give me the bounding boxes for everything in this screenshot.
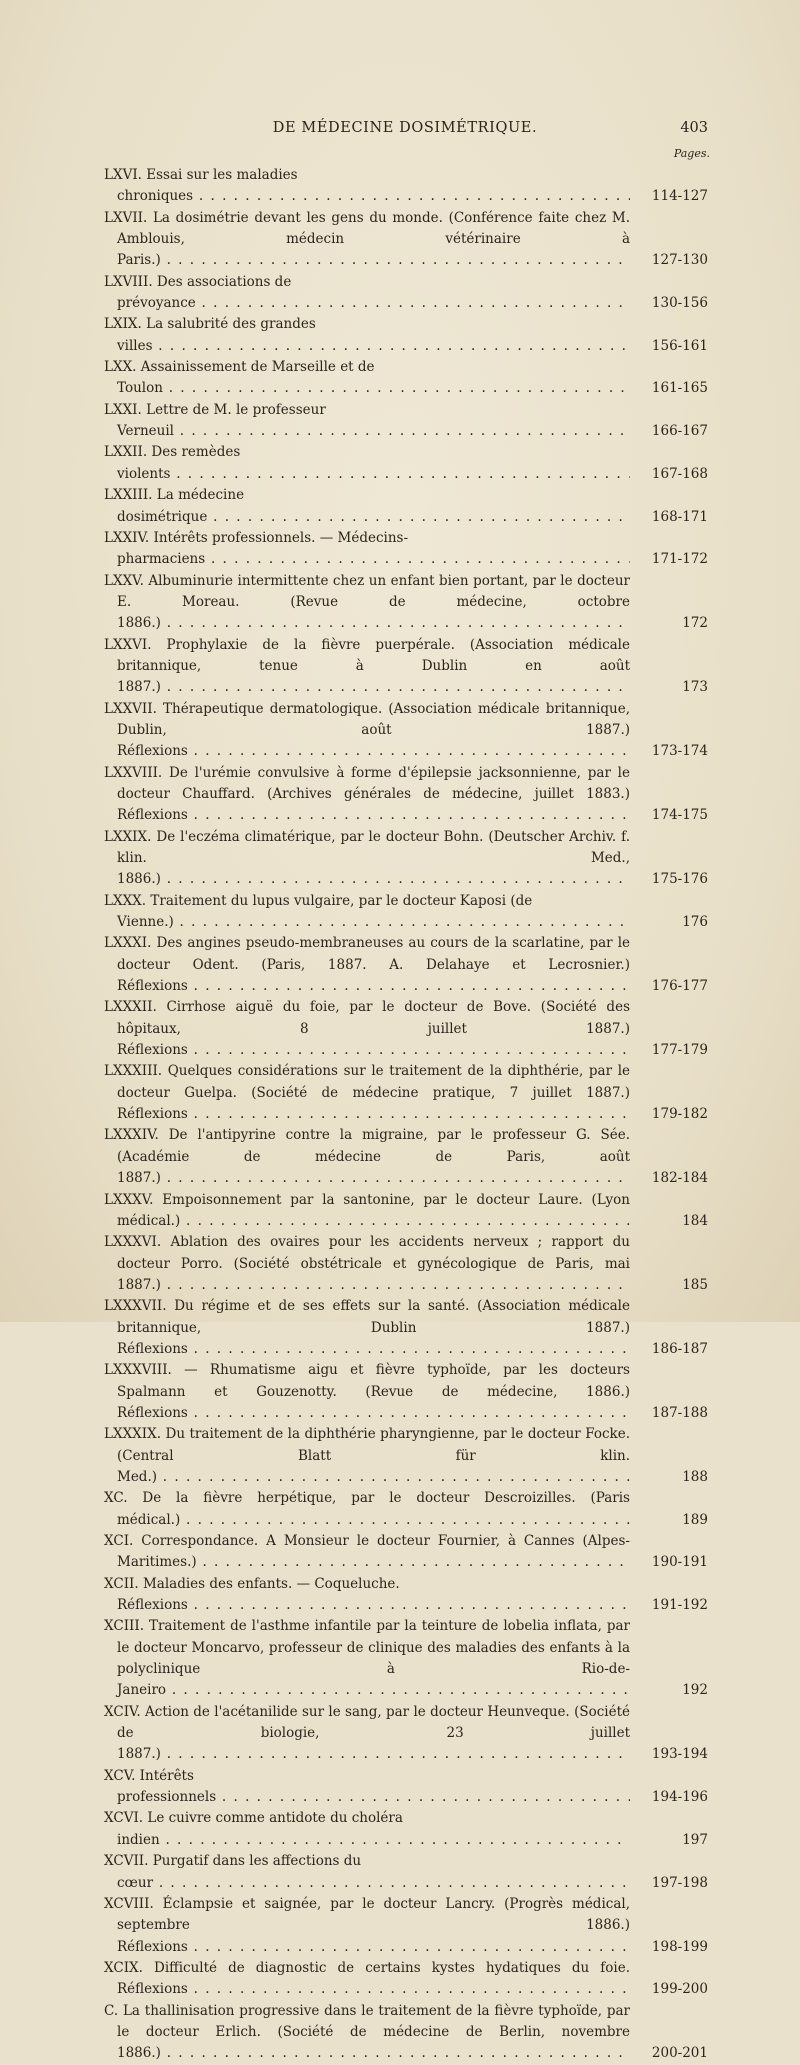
toc-entry-pages: 177-179 bbox=[651, 1042, 708, 1059]
pages-column-label: Pages. bbox=[673, 147, 710, 160]
table-of-contents bbox=[104, 165, 710, 2065]
toc-entry-title: LXVIII. Des associations de prévoyance . . . bbox=[104, 272, 630, 315]
toc-entry-title: XCII. Maladies des enfants. — Coqueluche. Réflexions . . . bbox=[104, 1574, 630, 1617]
toc-entry-title: LXXIV. Intérêts professionnels. — Médecins-pharmaciens . . . bbox=[104, 528, 630, 571]
toc-entry-title: XCIV. Action de l'acétanilide sur le sang, par le docteur Heunveque. (Société de biologie, 23 juillet 1887.) . . . bbox=[104, 1702, 630, 1766]
toc-entry-title: LXXXVIII. — Rhumatisme aigu et fièvre typhoïde, par les docteurs Spalmann et Gouzenotty. (Revue de médecine, 1886.) Réflexions . . . bbox=[104, 1360, 630, 1424]
toc-entry-pages: 114-127 bbox=[651, 188, 708, 205]
toc-entry-title: LXXXII. Cirrhose aiguë du foie, par le docteur de Bove. (Société des hôpitaux, 8 juillet 1887.) Réflexions . . . bbox=[104, 997, 630, 1061]
toc-entry-pages: 187-188 bbox=[651, 1404, 708, 1421]
page-number: 403 bbox=[680, 120, 708, 136]
toc-entry-pages: 156-161 bbox=[651, 337, 708, 354]
toc-entry-pages: 127-130 bbox=[651, 252, 708, 269]
toc-entry-pages: 173 bbox=[682, 679, 708, 696]
toc-entry bbox=[104, 1296, 710, 1360]
running-header bbox=[100, 120, 710, 140]
toc-entry bbox=[104, 827, 710, 891]
toc-entry bbox=[104, 1190, 710, 1233]
toc-entry-pages: 168-171 bbox=[651, 508, 708, 525]
toc-entry-title: LXIX. La salubrité des grandes villes . . . bbox=[104, 314, 630, 357]
toc-entry bbox=[104, 699, 710, 763]
toc-entry-pages: 198-199 bbox=[651, 1938, 708, 1955]
toc-entry bbox=[104, 357, 710, 400]
toc-entry-title: XCVIII. Éclampsie et saignée, par le docteur Lancry. (Progrès médical, septembre 1886.) Réflexions . . . bbox=[104, 1894, 630, 1958]
toc-entry-pages: 186-187 bbox=[651, 1340, 708, 1357]
toc-entry-title: LXVII. La dosimétrie devant les gens du monde. (Conférence faite chez M. Amblouis, médecin vétérinaire à Paris.) . . . bbox=[104, 208, 630, 272]
toc-entry bbox=[104, 891, 710, 934]
toc-entry-title: LXXV. Albuminurie intermittente chez un enfant bien portant, par le docteur E. Moreau. (Revue de médecine, octobre 1886.) . . . bbox=[104, 571, 630, 635]
toc-entry bbox=[104, 165, 710, 208]
toc-entry-title: LXXVIII. De l'urémie convulsive à forme d'épilepsie jacksonnienne, par le docteur Chauffard. (Archives générales de médecine, juillet 1883.) Réflexions . . . bbox=[104, 763, 630, 827]
toc-entry bbox=[104, 1232, 710, 1296]
toc-entry bbox=[104, 2001, 710, 2065]
toc-entry-title: XCI. Correspondance. A Monsieur le docteur Fournier, à Cannes (Alpes-Maritimes.) . . . bbox=[104, 1531, 630, 1574]
toc-entry-title: LXXXVI. Ablation des ovaires pour les accidents nerveux ; rapport du docteur Porro. (Société obstétricale et gynécologique de Paris, mai 1887.) . . . bbox=[104, 1232, 630, 1296]
toc-entry-pages: 182-184 bbox=[651, 1170, 708, 1187]
toc-entry-title: LXXVI. Prophylaxie de la fièvre puerpérale. (Association médicale britannique, tenue à Dublin en août 1887.) . . . bbox=[104, 635, 630, 699]
toc-entry bbox=[104, 1125, 710, 1189]
toc-entry bbox=[104, 1702, 710, 1766]
toc-entry-pages: 197 bbox=[682, 1831, 708, 1848]
toc-entry-pages: 175-176 bbox=[651, 871, 708, 888]
toc-entry-title: LXXXIX. Du traitement de la diphthérie pharyngienne, par le docteur Focke. (Central Blatt für klin. Med.) . . . bbox=[104, 1424, 630, 1488]
toc-entry-pages: 171-172 bbox=[651, 551, 708, 568]
toc-entry-pages: 173-174 bbox=[651, 743, 708, 760]
toc-entry bbox=[104, 208, 710, 272]
toc-entry bbox=[104, 272, 710, 315]
toc-entry bbox=[104, 442, 710, 485]
toc-entry bbox=[104, 400, 710, 443]
toc-entry-pages: 167-168 bbox=[651, 465, 708, 482]
toc-entry bbox=[104, 1360, 710, 1424]
toc-entry-title: LXXXIV. De l'antipyrine contre la migraine, par le professeur G. Sée. (Académie de médecine de Paris, août 1887.) . . . bbox=[104, 1125, 630, 1189]
toc-entry bbox=[104, 1061, 710, 1125]
header-title: DE MÉDECINE DOSIMÉTRIQUE. bbox=[272, 120, 538, 136]
toc-entry-title: LXXVII. Thérapeutique dermatologique. (Association médicale britannique, Dublin, août 1887.) Réflexions . . . bbox=[104, 699, 630, 763]
toc-entry-title: LXXII. Des remèdes violents . . . bbox=[104, 442, 630, 485]
toc-entry-title: LXXIX. De l'eczéma climatérique, par le docteur Bohn. (Deutscher Archiv. f. klin. Med., 1886.) . . . bbox=[104, 827, 630, 891]
toc-entry-title: XC. De la fièvre herpétique, par le docteur Descroizilles. (Paris médical.) . . . bbox=[104, 1488, 630, 1531]
toc-entry bbox=[104, 314, 710, 357]
toc-entry bbox=[104, 1766, 710, 1809]
toc-entry-title: C. La thallinisation progressive dans le traitement de la fièvre typhoïde, par le docteur Erlich. (Société de médecine de Berlin, novembre 1886.) . . . bbox=[104, 2001, 630, 2065]
toc-entry-pages: 193-194 bbox=[651, 1746, 708, 1763]
toc-entry-pages: 176 bbox=[682, 914, 708, 931]
toc-entry-title: LXXI. Lettre de M. le professeur Verneuil . . . bbox=[104, 400, 630, 443]
toc-entry bbox=[104, 635, 710, 699]
toc-entry bbox=[104, 933, 710, 997]
toc-entry-pages: 179-182 bbox=[651, 1106, 708, 1123]
toc-entry-title: LXVI. Essai sur les maladies chroniques . . . bbox=[104, 165, 630, 208]
toc-entry-title: LXXXI. Des angines pseudo-membraneuses au cours de la scarlatine, par le docteur Odent. (Paris, 1887. A. Delahaye et Lecrosnier.) Réflexions . . . bbox=[104, 933, 630, 997]
toc-entry bbox=[104, 997, 710, 1061]
toc-entry-title: XCIX. Difficulté de diagnostic de certains kystes hydatiques du foie. Réflexions . . . bbox=[104, 1958, 630, 2001]
toc-entry bbox=[104, 1851, 710, 1894]
toc-entry-pages: 199-200 bbox=[651, 1981, 708, 1998]
toc-entry-title: LXXIII. La médecine dosimétrique . . . bbox=[104, 485, 630, 528]
toc-entry bbox=[104, 485, 710, 528]
toc-entry bbox=[104, 1958, 710, 2001]
toc-entry-pages: 172 bbox=[682, 615, 708, 632]
toc-entry-title: XCIII. Traitement de l'asthme infantile par la teinture de lobelia inflata, par le docteur Moncarvo, professeur de clinique des maladies des enfants à la polyclinique à Rio-de-Janeiro . . . bbox=[104, 1616, 630, 1701]
toc-entry-title: XCV. Intérêts professionnels . . . bbox=[104, 1766, 630, 1809]
toc-entry bbox=[104, 1616, 710, 1701]
toc-entry-pages: 166-167 bbox=[651, 423, 708, 440]
toc-entry bbox=[104, 1894, 710, 1958]
toc-entry-pages: 188 bbox=[682, 1468, 708, 1485]
toc-entry bbox=[104, 1808, 710, 1851]
toc-entry-title: LXXXV. Empoisonnement par la santonine, par le docteur Laure. (Lyon médical.) . . . bbox=[104, 1190, 630, 1233]
toc-entry bbox=[104, 1531, 710, 1574]
toc-entry-pages: 192 bbox=[682, 1682, 708, 1699]
toc-entry bbox=[104, 1424, 710, 1488]
toc-entry-title: XCVI. Le cuivre comme antidote du choléra indien . . . bbox=[104, 1808, 630, 1851]
toc-entry bbox=[104, 528, 710, 571]
toc-entry-pages: 176-177 bbox=[651, 978, 708, 995]
toc-entry bbox=[104, 1574, 710, 1617]
toc-entry-pages: 185 bbox=[682, 1276, 708, 1293]
toc-entry bbox=[104, 1488, 710, 1531]
toc-entry bbox=[104, 763, 710, 827]
toc-entry-pages: 130-156 bbox=[651, 295, 708, 312]
toc-entry-title: LXXXIII. Quelques considérations sur le traitement de la diphthérie, par le docteur Guelpa. (Société de médecine pratique, 7 juillet 1887.) Réflexions . . . bbox=[104, 1061, 630, 1125]
toc-entry-pages: 200-201 bbox=[651, 2045, 708, 2062]
toc-entry-pages: 191-192 bbox=[651, 1597, 708, 1614]
toc-entry-pages: 174-175 bbox=[651, 807, 708, 824]
toc-entry-pages: 190-191 bbox=[651, 1554, 708, 1571]
toc-entry-pages: 161-165 bbox=[651, 380, 708, 397]
toc-entry-pages: 189 bbox=[682, 1511, 708, 1528]
toc-entry-title: LXXX. Traitement du lupus vulgaire, par le docteur Kaposi (de Vienne.) . . . bbox=[104, 891, 630, 934]
toc-entry-title: LXX. Assainissement de Marseille et de Toulon . . . bbox=[104, 357, 630, 400]
toc-entry bbox=[104, 571, 710, 635]
toc-entry-pages: 184 bbox=[682, 1212, 708, 1229]
toc-entry-title: XCVII. Purgatif dans les affections du cœur . . . bbox=[104, 1851, 630, 1894]
toc-entry-title: LXXXVII. Du régime et de ses effets sur la santé. (Association médicale britannique, Dublin 1887.) Réflexions . . . bbox=[104, 1296, 630, 1360]
toc-entry-pages: 197-198 bbox=[651, 1874, 708, 1891]
toc-entry-pages: 194-196 bbox=[651, 1789, 708, 1806]
